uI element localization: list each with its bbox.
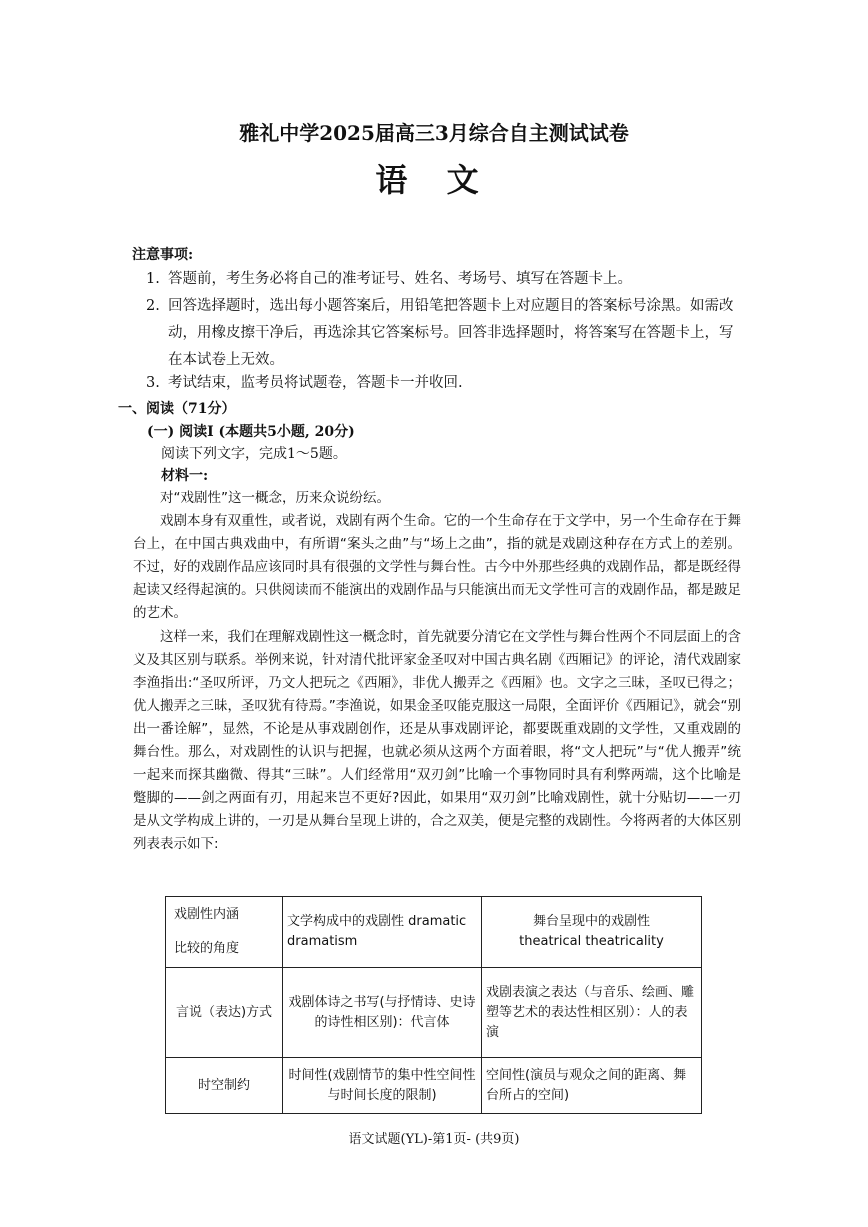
notice-item	[146, 266, 740, 293]
row-theatrical-cell: 空间性(演员与观众之间的距离、舞台所占的空间)	[482, 1058, 702, 1114]
subject-title: 语 文	[375, 161, 493, 199]
header-top-label: 戏剧性内涵	[174, 907, 240, 922]
notice-text: 回答选择题时，选出每小题答案后，用铅笔把答题卡上对应题目的答案标号涂黑。如需改动，用橡皮擦干净后，再选涂其它答案标号。回答非选择题时，将答案写在答题卡上，写在本试卷上无效。	[168, 298, 734, 368]
page-footer: 语文试题(YL)-第1页- (共9页)	[348, 1132, 520, 1147]
notice-number: 1.	[146, 271, 160, 287]
header-theatrical	[482, 897, 702, 968]
notice-item	[146, 293, 740, 374]
paragraph: 戏剧本身有双重性，或者说，戏剧有两个生命。它的一个生命存在于文学中，另一个生命存在于舞台上，在中国古典戏曲中，有所谓“案头之曲”与“场上之曲”，指的就是戏剧这种存在方式上的差别。不过，好的戏剧作品应该同时具有很强的文学性与舞台性。古今中外那些经典的戏剧作品，都是既经得起读又经得起演的。只供阅读而不能演出的戏剧作品与只能演出而无文学性可言的戏剧作品，都是跛足的艺术。	[133, 513, 741, 621]
row-literary-cell: 时间性(戏剧情节的集中性空间性与时间长度的限制)	[283, 1058, 482, 1114]
notice-text: 答题前，考生务必将自己的准考证号、姓名、考场号、填写在答题卡上。	[168, 271, 632, 287]
paragraph: 这样一来，我们在理解戏剧性这一概念时，首先就要分清它在文学性与舞台性两个不同层面上的含义及其区别与联系。举例来说，针对清代批评家金圣叹对中国古典名剧《西厢记》的评论，清代戏剧家李渔指出:“圣叹所评，乃文人把玩之《西厢》，非优人搬弄之《西厢》也。文字之三昧，圣叹已得之； 优人搬弄之三昧，圣叹犹有待焉。”李渔说，如果金圣叹能克服这一局限，全面评价《西厢记》，就会“别出一番诠解”，显然，不论是从事戏剧创作，还是从事戏剧评论，都要既重戏剧的文学性，又重戏剧的舞台性。那么，对戏剧性的认识与把握，也就必须从这两个方面着眼，将“文人把玩”与“优人搬弄”统一起来而探其幽微、得其“三昧”。人们经常用“双刃剑”比喻一个事物同时具有利弊两端，这个比喻是蹩脚的——剑之两面有刃，用起来岂不更好?因此，如果用“双刃剑”比喻戏剧性，就十分贴切——一刃是从文学构成上讲的，一刃是从舞台呈现上讲的，合之双美，便是完整的戏剧性。今将两者的大体区别列表表示如下:	[133, 629, 741, 852]
notice-heading: 注意事项:	[132, 247, 194, 263]
table-header-row	[166, 897, 702, 968]
subsection-title: (一) 阅读Ⅰ (本题共5小题, 20分)	[147, 424, 355, 440]
header-literary: 文学构成中的戏剧性 dramatic dramatism	[283, 897, 482, 968]
notice-text: 考试结束，监考员将试题卷，答题卡一并收回.	[168, 375, 463, 391]
header-theatrical-en: theatrical theatricality	[519, 934, 664, 949]
table-row	[166, 1058, 702, 1114]
header-theatrical-zh: 舞台呈现中的戏剧性	[532, 914, 650, 929]
header-bottom-label: 比较的角度	[174, 941, 240, 956]
material-label: 材料一:	[161, 468, 209, 484]
exam-title: 雅礼中学2025届高三3月综合自主测试试卷	[239, 121, 629, 145]
section-title: 一、阅读（71分）	[118, 401, 236, 417]
notice-number: 3.	[146, 375, 160, 391]
notice-item	[146, 370, 740, 397]
comparison-table	[165, 896, 702, 1114]
instruction: 阅读下列文字，完成1～5题。	[161, 446, 347, 462]
row-label: 时空制约	[166, 1058, 283, 1114]
row-literary-cell: 戏剧体诗之书写(与抒情诗、史诗的诗性相区别)：代言体	[283, 968, 482, 1058]
notice-number: 2.	[146, 298, 160, 314]
row-label: 言说（表达)方式	[166, 968, 283, 1058]
paragraph: 对“戏剧性”这一概念，历来众说纷纭。	[160, 490, 390, 506]
row-theatrical-cell: 戏剧表演之表达（与音乐、绘画、雕塑等艺术的表达性相区别）：人的表演	[482, 968, 702, 1058]
diagonal-header-cell	[166, 897, 283, 968]
table-row	[166, 968, 702, 1058]
